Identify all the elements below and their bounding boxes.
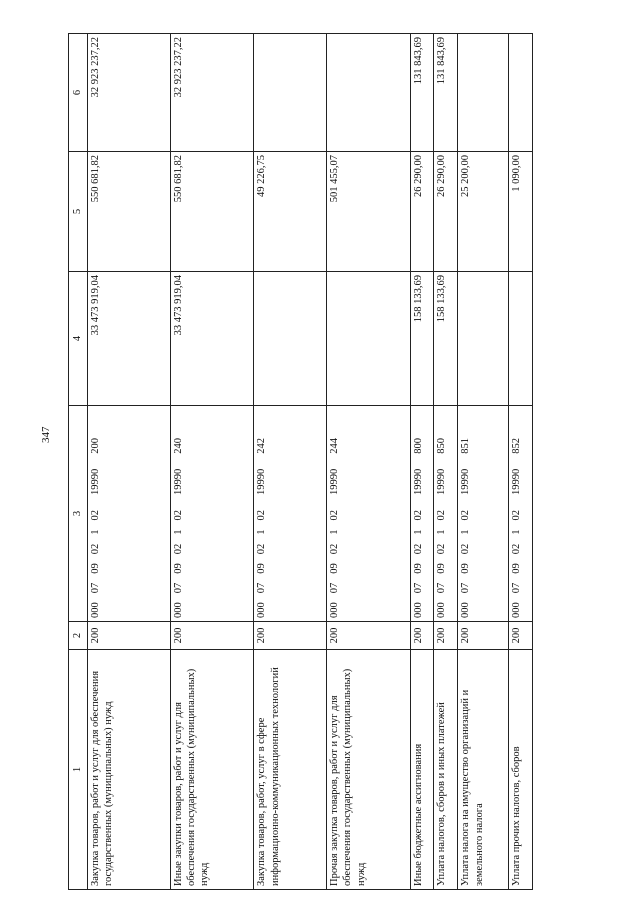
budget-code-part: 1 bbox=[329, 529, 341, 535]
budget-code-part: 07 bbox=[256, 582, 268, 594]
budget-code-part: 19990 bbox=[412, 468, 424, 495]
budget-code-part: 000 bbox=[510, 602, 522, 618]
row-code-admin: 200 bbox=[410, 622, 434, 650]
row-amount-col4: 33 473 919,04 bbox=[171, 272, 254, 406]
budget-table-container bbox=[68, 34, 533, 890]
budget-code-part: 800 bbox=[412, 438, 424, 454]
header-col-6: 6 bbox=[69, 34, 88, 152]
budget-code-part: 000 bbox=[460, 602, 472, 618]
budget-code-part: 09 bbox=[329, 563, 341, 574]
budget-code-part: 000 bbox=[90, 602, 101, 618]
row-amount-col4: 158 133,69 bbox=[434, 272, 458, 406]
budget-code-part: 02 bbox=[173, 543, 185, 555]
row-amount-col5: 26 290,00 bbox=[410, 152, 434, 272]
row-amount-col4: 158 133,69 bbox=[410, 272, 434, 406]
budget-code-part: 02 bbox=[256, 510, 268, 521]
budget-code-part: 851 bbox=[460, 438, 472, 454]
header-col-4: 4 bbox=[69, 272, 88, 406]
budget-code-part: 02 bbox=[436, 543, 448, 555]
budget-code-part: 02 bbox=[460, 510, 472, 521]
row-amount-col6 bbox=[458, 34, 509, 152]
row-code-admin: 200 bbox=[327, 622, 410, 650]
table-row bbox=[410, 34, 434, 890]
budget-code-part: 09 bbox=[510, 563, 522, 574]
budget-code-part: 242 bbox=[256, 438, 268, 454]
budget-code-part: 19990 bbox=[256, 468, 268, 495]
budget-code-part: 02 bbox=[329, 510, 341, 521]
row-amount-col6 bbox=[327, 34, 410, 152]
budget-code-part: 09 bbox=[412, 563, 424, 574]
row-amount-col5: 25 200,00 bbox=[458, 152, 509, 272]
row-budget-code bbox=[88, 406, 171, 622]
table-row bbox=[254, 34, 327, 890]
row-name: Иные бюджетные ассигнования bbox=[410, 650, 434, 890]
table-row bbox=[88, 34, 171, 890]
budget-code-part: 07 bbox=[436, 582, 448, 594]
budget-code-part: 09 bbox=[256, 563, 268, 574]
header-col-2: 2 bbox=[69, 622, 88, 650]
row-code-admin: 200 bbox=[88, 622, 171, 650]
row-amount-col5: 550 681,82 bbox=[171, 152, 254, 272]
row-name: Прочая закупка товаров, работ и услуг для обеспечения государственных (муниципальных) нужд bbox=[327, 650, 410, 890]
budget-code-part: 1 bbox=[510, 529, 522, 535]
budget-code-part: 02 bbox=[460, 543, 472, 555]
budget-code-part: 07 bbox=[460, 582, 472, 594]
budget-code-part: 1 bbox=[436, 529, 448, 535]
budget-code-part: 000 bbox=[436, 602, 448, 618]
row-amount-col6: 32 923 237,22 bbox=[88, 34, 171, 152]
budget-code-part: 000 bbox=[329, 602, 341, 618]
budget-code-part: 07 bbox=[173, 582, 185, 594]
row-amount-col4 bbox=[327, 272, 410, 406]
budget-code-part: 02 bbox=[90, 543, 101, 555]
row-budget-code bbox=[171, 406, 254, 622]
budget-code-part: 02 bbox=[436, 510, 448, 521]
page-number: 347 bbox=[40, 426, 52, 443]
budget-code-part: 02 bbox=[256, 543, 268, 555]
row-budget-code bbox=[327, 406, 410, 622]
budget-code-part: 02 bbox=[510, 543, 522, 555]
budget-code-part: 02 bbox=[510, 510, 522, 521]
row-budget-code bbox=[458, 406, 509, 622]
budget-code-part: 07 bbox=[412, 582, 424, 594]
budget-code-part: 200 bbox=[90, 438, 101, 454]
row-budget-code bbox=[508, 406, 532, 622]
budget-code-part: 244 bbox=[329, 438, 341, 454]
budget-code-part: 02 bbox=[173, 510, 185, 521]
budget-code-part: 1 bbox=[256, 529, 268, 535]
budget-code-part: 09 bbox=[173, 563, 185, 574]
table-row bbox=[508, 34, 532, 890]
row-code-admin: 200 bbox=[434, 622, 458, 650]
row-amount-col6: 131 843,69 bbox=[410, 34, 434, 152]
budget-code-part: 240 bbox=[173, 438, 185, 454]
budget-code-part: 19990 bbox=[436, 468, 448, 495]
row-budget-code bbox=[434, 406, 458, 622]
budget-code-part: 02 bbox=[412, 543, 424, 555]
row-name: Уплата налога на имущество организаций и земельного налога bbox=[458, 650, 509, 890]
header-col-3: 3 bbox=[69, 406, 88, 622]
row-amount-col5: 1 090,00 bbox=[508, 152, 532, 272]
budget-code-part: 09 bbox=[460, 563, 472, 574]
table-row bbox=[327, 34, 410, 890]
row-budget-code bbox=[410, 406, 434, 622]
row-amount-col4: 33 473 919,04 bbox=[88, 272, 171, 406]
row-code-admin: 200 bbox=[171, 622, 254, 650]
row-amount-col6: 32 923 237,22 bbox=[171, 34, 254, 152]
row-name: Закупка товаров, работ и услуг для обеспечения государственных (муниципальных) нужд bbox=[88, 650, 171, 890]
row-code-admin: 200 bbox=[254, 622, 327, 650]
row-amount-col6: 131 843,69 bbox=[434, 34, 458, 152]
budget-code-part: 850 bbox=[436, 438, 448, 454]
row-amount-col4 bbox=[254, 272, 327, 406]
header-col-1: 1 bbox=[69, 650, 88, 890]
row-name: Уплата налогов, сборов и иных платежей bbox=[434, 650, 458, 890]
budget-code-part: 02 bbox=[90, 510, 101, 521]
row-amount-col5: 501 455,07 bbox=[327, 152, 410, 272]
row-amount-col4 bbox=[508, 272, 532, 406]
budget-code-part: 852 bbox=[510, 438, 522, 454]
table-row bbox=[434, 34, 458, 890]
budget-code-part: 19990 bbox=[460, 468, 472, 495]
table-row bbox=[458, 34, 509, 890]
budget-code-part: 000 bbox=[173, 602, 185, 618]
budget-code-part: 000 bbox=[256, 602, 268, 618]
budget-code-part: 07 bbox=[329, 582, 341, 594]
row-code-admin: 200 bbox=[508, 622, 532, 650]
budget-code-part: 19990 bbox=[510, 468, 522, 495]
row-amount-col5: 26 290,00 bbox=[434, 152, 458, 272]
budget-code-part: 1 bbox=[460, 529, 472, 535]
budget-code-part: 19990 bbox=[173, 468, 185, 495]
budget-code-part: 1 bbox=[412, 529, 424, 535]
row-amount-col5: 550 681,82 bbox=[88, 152, 171, 272]
row-amount-col5: 49 226,75 bbox=[254, 152, 327, 272]
header-row bbox=[69, 34, 88, 890]
row-budget-code bbox=[254, 406, 327, 622]
budget-code-part: 09 bbox=[436, 563, 448, 574]
budget-code-part: 1 bbox=[173, 529, 185, 535]
budget-code-part: 07 bbox=[90, 582, 101, 594]
budget-code-part: 19990 bbox=[90, 468, 101, 495]
budget-code-part: 1 bbox=[90, 529, 101, 535]
budget-code-part: 07 bbox=[510, 582, 522, 594]
row-name: Иные закупки товаров, работ и услуг для обеспечения государственных (муниципальных) нужд bbox=[171, 650, 254, 890]
budget-code-part: 000 bbox=[412, 602, 424, 618]
budget-code-part: 09 bbox=[90, 563, 101, 574]
budget-table bbox=[68, 33, 533, 890]
header-col-5: 5 bbox=[69, 152, 88, 272]
table-body bbox=[88, 34, 533, 890]
row-amount-col4 bbox=[458, 272, 509, 406]
row-amount-col6 bbox=[508, 34, 532, 152]
budget-code-part: 19990 bbox=[329, 468, 341, 495]
row-amount-col6 bbox=[254, 34, 327, 152]
budget-code-part: 02 bbox=[329, 543, 341, 555]
row-name: Уплата прочих налогов, сборов bbox=[508, 650, 532, 890]
table-row bbox=[171, 34, 254, 890]
budget-code-part: 02 bbox=[412, 510, 424, 521]
row-name: Закупка товаров, работ, услуг в сфере информационно-коммуникационных технологий bbox=[254, 650, 327, 890]
row-code-admin: 200 bbox=[458, 622, 509, 650]
